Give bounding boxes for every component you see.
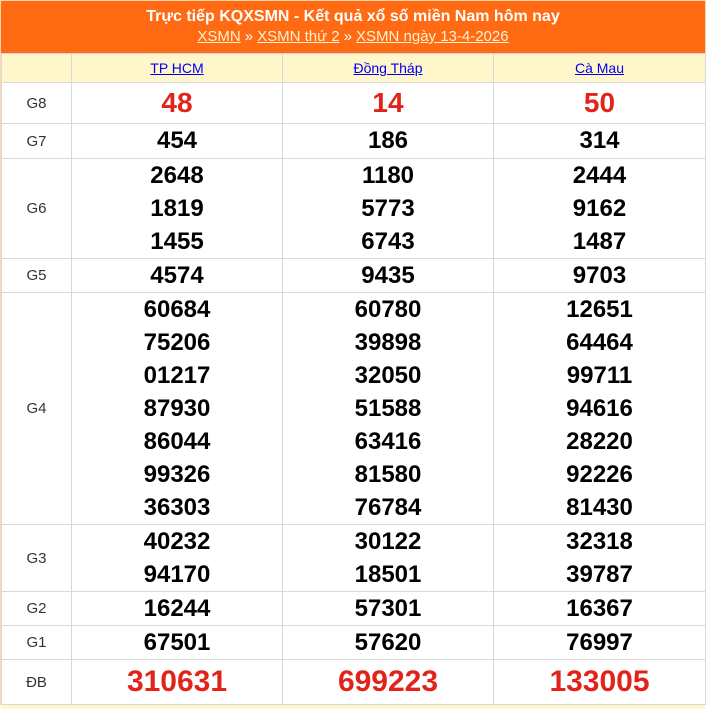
- result-number: 9703: [572, 262, 627, 289]
- result-number: 1487: [572, 228, 627, 255]
- result-number: 454: [156, 127, 198, 154]
- result-cell: [283, 626, 494, 660]
- result-cell: [494, 660, 706, 705]
- prize-label: G6: [2, 159, 72, 259]
- result-cell: [494, 259, 706, 293]
- result-cell: [283, 83, 494, 124]
- result-cell: [283, 159, 494, 259]
- result-number: 30122: [354, 528, 422, 555]
- province-header: [283, 54, 494, 83]
- result-cell: [283, 293, 494, 525]
- result-cell: [494, 159, 706, 259]
- result-number: 16244: [143, 595, 211, 622]
- result-number: 94170: [143, 561, 211, 588]
- result-number: 60780: [354, 296, 422, 323]
- prize-row-g4: [2, 293, 706, 525]
- prize-row-g5: [2, 259, 706, 293]
- result-number: 36303: [143, 494, 211, 521]
- result-number: 76784: [354, 494, 422, 521]
- result-cell: [494, 592, 706, 626]
- table-footer-strip: [1, 705, 705, 709]
- province-header: [72, 54, 283, 83]
- prize-row-g3: [2, 525, 706, 592]
- result-cell: [72, 626, 283, 660]
- result-number: 9435: [361, 262, 415, 289]
- result-cell: [72, 660, 283, 705]
- prize-label: G3: [2, 525, 72, 592]
- result-cell: [72, 592, 283, 626]
- prize-row-g1: [2, 626, 706, 660]
- prize-column-header: [2, 54, 72, 83]
- result-number: 699223: [337, 665, 439, 698]
- result-number: 76997: [566, 629, 633, 656]
- result-cell: [494, 626, 706, 660]
- result-number: 67501: [143, 629, 211, 656]
- result-number: 63416: [354, 428, 422, 455]
- result-number: 39787: [566, 561, 633, 588]
- result-cell: [72, 124, 283, 159]
- province-header: [494, 54, 706, 83]
- results-table: [1, 53, 706, 705]
- result-number: 4574: [150, 262, 204, 289]
- result-cell: [283, 660, 494, 705]
- result-number: 5773: [361, 195, 415, 222]
- result-number: 14: [372, 87, 404, 118]
- result-number: 87930: [143, 395, 211, 422]
- breadcrumb-link-xsmn[interactable]: XSMN: [197, 28, 241, 45]
- result-number: 51588: [354, 395, 422, 422]
- province-link-dong-thap[interactable]: Đồng Tháp: [353, 60, 423, 76]
- result-number: 18501: [354, 561, 422, 588]
- prize-label: G8: [2, 83, 72, 124]
- result-cell: [283, 259, 494, 293]
- result-number: 1819: [150, 195, 204, 222]
- prize-row-g6: [2, 159, 706, 259]
- result-number: 92226: [566, 461, 633, 488]
- prize-label: G5: [2, 259, 72, 293]
- result-number: 39898: [354, 329, 422, 356]
- result-number: 86044: [143, 428, 211, 455]
- result-cell: [72, 259, 283, 293]
- results-header: [1, 1, 705, 53]
- page-title: Trực tiếp KQXSMN - Kết quả xổ số miền Nam hôm nay: [146, 8, 560, 25]
- result-cell: [494, 83, 706, 124]
- prize-label: G1: [2, 626, 72, 660]
- result-number: 75206: [143, 329, 211, 356]
- result-number: 1180: [361, 162, 415, 189]
- result-number: 81430: [566, 494, 633, 521]
- result-number: 32050: [354, 362, 422, 389]
- prize-row-g8: [2, 83, 706, 124]
- result-number: 2444: [572, 162, 627, 189]
- result-number: 133005: [549, 665, 650, 698]
- result-number: 32318: [566, 528, 633, 555]
- result-cell: [283, 592, 494, 626]
- breadcrumb-link-xsmn-date[interactable]: XSMN ngày 13-4-2026: [356, 28, 509, 45]
- prize-label: G7: [2, 124, 72, 159]
- result-number: 57301: [354, 595, 422, 622]
- province-header-row: [2, 54, 706, 83]
- result-cell: [494, 293, 706, 525]
- prize-label: ĐB: [2, 660, 72, 705]
- prize-label: G4: [2, 293, 72, 525]
- prize-row-g2: [2, 592, 706, 626]
- result-number: 6743: [361, 228, 415, 255]
- result-number: 64464: [566, 329, 633, 356]
- province-link-ca-mau[interactable]: Cà Mau: [574, 60, 625, 76]
- result-number: 1455: [150, 228, 204, 255]
- result-number: 60684: [143, 296, 211, 323]
- result-number: 99326: [143, 461, 211, 488]
- result-number: 9162: [572, 195, 627, 222]
- result-number: 40232: [143, 528, 211, 555]
- breadcrumb-separator: »: [343, 28, 352, 45]
- result-number: 16367: [566, 595, 633, 622]
- breadcrumb: [1, 27, 705, 46]
- province-link-tp-hcm[interactable]: TP HCM: [150, 60, 204, 76]
- result-number: 186: [367, 127, 409, 154]
- result-number: 50: [583, 87, 616, 118]
- breadcrumb-link-xsmn-monday[interactable]: XSMN thứ 2: [257, 28, 340, 45]
- result-number: 28220: [566, 428, 633, 455]
- prize-label: G2: [2, 592, 72, 626]
- result-number: 99711: [566, 362, 633, 389]
- result-number: 81580: [354, 461, 422, 488]
- result-number: 01217: [143, 362, 211, 389]
- result-number: 57620: [354, 629, 422, 656]
- result-number: 310631: [126, 665, 228, 698]
- result-number: 314: [579, 127, 620, 154]
- result-cell: [72, 83, 283, 124]
- result-number: 12651: [566, 296, 633, 323]
- result-cell: [283, 124, 494, 159]
- result-cell: [494, 124, 706, 159]
- result-number: 2648: [150, 162, 204, 189]
- result-number: 94616: [566, 395, 633, 422]
- result-cell: [494, 525, 706, 592]
- results-body: [2, 83, 706, 705]
- result-cell: [283, 525, 494, 592]
- result-cell: [72, 159, 283, 259]
- result-cell: [72, 525, 283, 592]
- breadcrumb-separator: »: [244, 28, 254, 45]
- prize-row-g7: [2, 124, 706, 159]
- prize-row-db: [2, 660, 706, 705]
- result-cell: [72, 293, 283, 525]
- result-number: 48: [161, 87, 193, 118]
